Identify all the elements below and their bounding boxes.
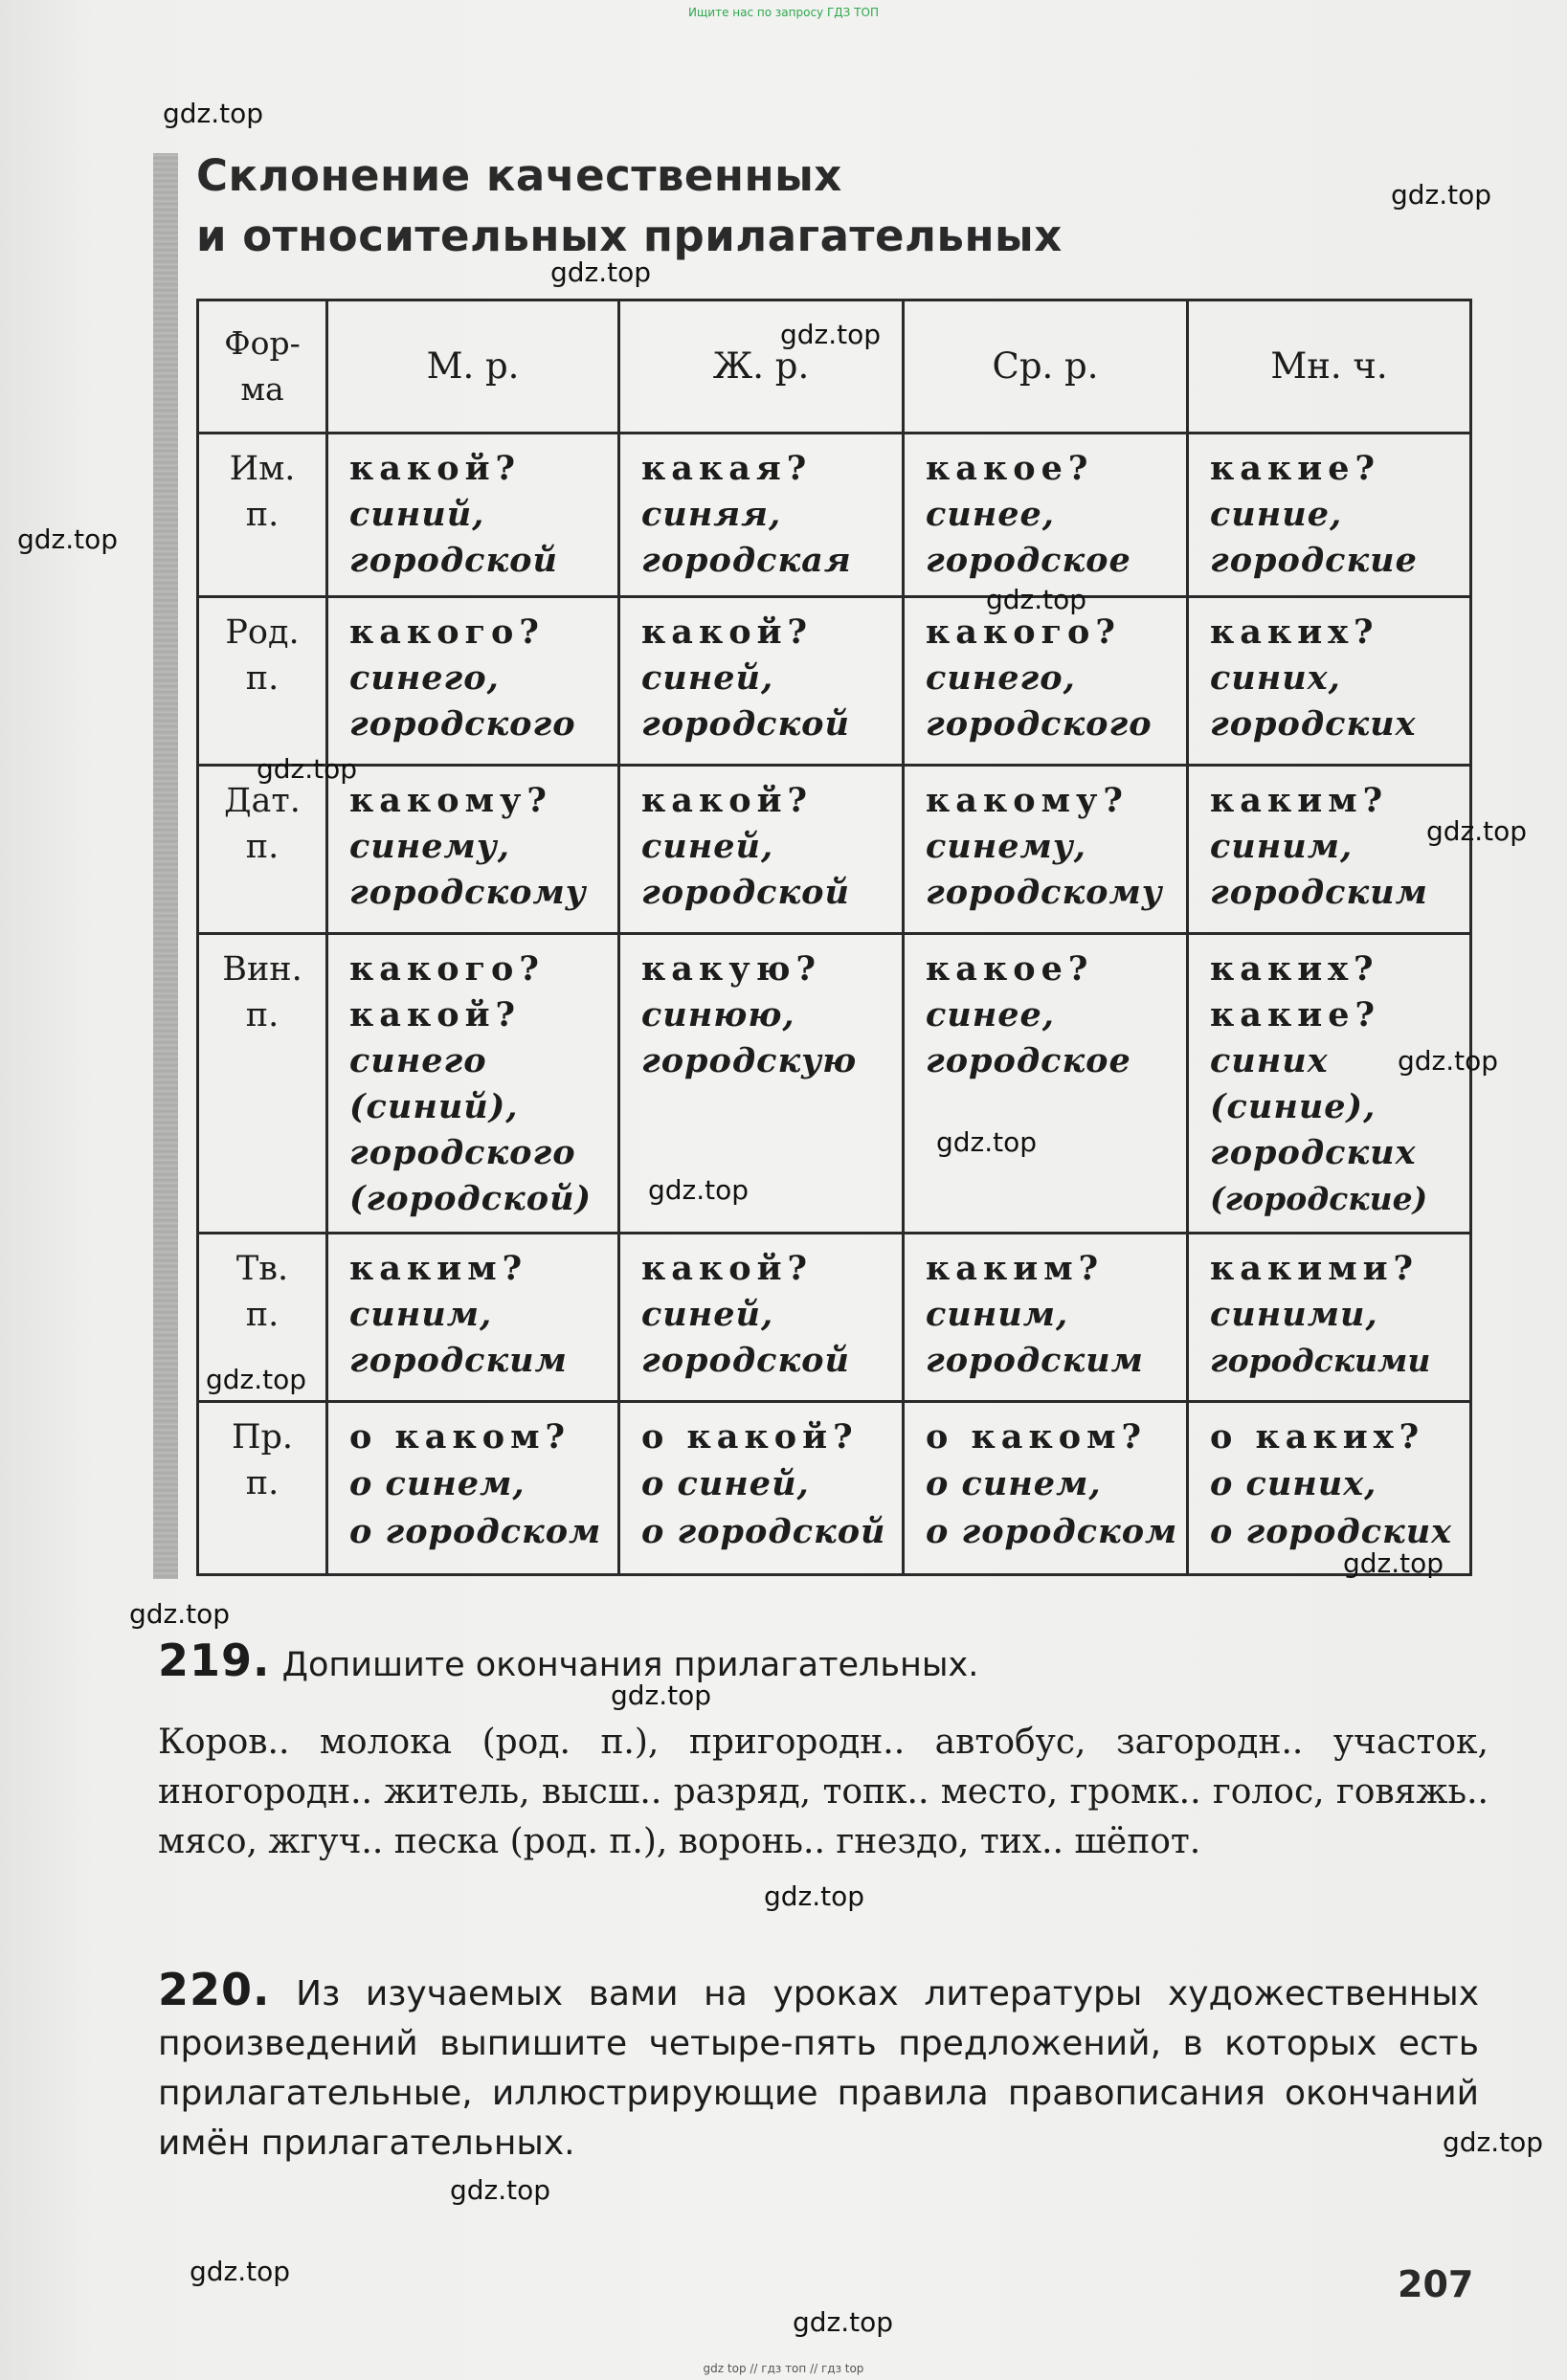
watermark: gdz.top: [1426, 815, 1528, 847]
watermark: gdz.top: [986, 584, 1087, 615]
masculine-cell: [328, 598, 617, 747]
case-abbr: п.: [245, 996, 280, 1035]
exercise-220: [158, 1965, 1479, 2169]
watermark: gdz.top: [764, 1880, 865, 1912]
example-word: синей,: [641, 827, 774, 867]
case-cell: [199, 1234, 325, 1338]
question-word: каким?: [1210, 781, 1389, 821]
example-word: синих,: [1210, 658, 1341, 699]
feminine-cell: [620, 1234, 902, 1384]
watermark: gdz.top: [936, 1126, 1038, 1158]
example-word: городские: [1210, 540, 1418, 580]
question-word: о какой?: [641, 1416, 859, 1457]
page-number: 207: [1398, 2263, 1474, 2305]
heading-line-1: Склонение качественных: [196, 150, 842, 201]
example-word: городским: [349, 1340, 568, 1380]
example-word: синим,: [926, 1294, 1069, 1334]
exercise-220-text: Из изучаемых вами на уроках литературы художественных произведений выпишите четыре-пять предложений, в которых есть прилагательные, иллюстрирующие правила правописания окончаний имён прилагательных.: [158, 1974, 1479, 2163]
question-word: какой?: [641, 781, 814, 821]
plural-cell: [1189, 1403, 1469, 1556]
neuter-cell: [905, 935, 1186, 1084]
example-word: (синий),: [349, 1087, 519, 1127]
example-word: о синих,: [1210, 1463, 1377, 1503]
example-word: городской: [641, 704, 850, 745]
neuter-cell: [905, 767, 1186, 916]
table-row: [198, 433, 1471, 596]
question-word: о каких?: [1210, 1416, 1425, 1457]
example-word: синяя,: [641, 494, 782, 534]
top-search-link[interactable]: Ищите нас по запросу ГДЗ ТОП: [688, 6, 879, 19]
example-word: городским: [1210, 873, 1428, 913]
example-word: синих: [1210, 1041, 1329, 1081]
header-form: [198, 300, 327, 434]
question-word: какую?: [641, 949, 822, 990]
neuter-cell: [905, 1403, 1186, 1556]
question-word: какими?: [1210, 1248, 1420, 1288]
question-word: каких?: [1210, 612, 1379, 653]
example-word: (синие),: [1210, 1087, 1377, 1127]
plural-cell: [1189, 434, 1469, 584]
question-word: какому?: [349, 781, 552, 821]
question-word: какие?: [1210, 448, 1380, 488]
example-word: синему,: [926, 827, 1086, 867]
masculine-cell: [328, 1234, 617, 1384]
watermark: gdz.top: [17, 523, 119, 555]
question-word: каким?: [926, 1248, 1105, 1288]
feminine-cell: [620, 434, 902, 584]
watermark: gdz.top: [163, 98, 264, 129]
example-word: городскую: [641, 1041, 858, 1081]
plural-cell: [1189, 598, 1469, 747]
question-word: каким?: [349, 1248, 528, 1288]
case-name: Пр.: [231, 1417, 294, 1457]
watermark: gdz.top: [450, 2174, 551, 2206]
example-word: о городском: [349, 1511, 602, 1551]
example-word: городским: [926, 1340, 1144, 1380]
exercise-219-number: 219.: [158, 1635, 271, 1686]
example-word: о городском: [926, 1511, 1178, 1551]
example-word: синему,: [349, 827, 510, 867]
example-word: (городские): [1210, 1180, 1428, 1218]
case-cell: [199, 598, 325, 701]
example-word: городского: [349, 704, 576, 745]
table-row: [198, 597, 1471, 766]
example-word: о синей,: [641, 1463, 810, 1503]
example-word: городскому: [349, 873, 587, 913]
example-word: о городских: [1210, 1511, 1453, 1551]
feminine-cell: [620, 1403, 902, 1556]
example-word: синего,: [926, 658, 1076, 699]
example-word: о синем,: [349, 1463, 526, 1503]
masculine-cell: [328, 767, 617, 916]
example-word: городская: [641, 540, 852, 580]
case-cell: [199, 935, 325, 1038]
header-masculine: М. р.: [327, 300, 619, 434]
exercise-219-header: [158, 1635, 1479, 1691]
watermark: gdz.top: [550, 256, 652, 288]
example-word: городской: [641, 1340, 850, 1380]
header-neuter: Ср. р.: [904, 300, 1188, 434]
feminine-cell: [620, 935, 902, 1084]
example-word: городского: [926, 704, 1153, 745]
case-abbr: п.: [245, 828, 280, 867]
neuter-cell: [905, 434, 1186, 584]
example-word: синим,: [1210, 827, 1354, 867]
question-word: о каком?: [349, 1416, 571, 1457]
case-abbr: п.: [245, 495, 280, 534]
heading-line-2: и относительных прилагательных: [196, 211, 1063, 261]
watermark: gdz.top: [793, 2306, 894, 2338]
feminine-cell: [620, 767, 902, 916]
example-word: синего,: [349, 658, 500, 699]
question-word: какому?: [926, 781, 1129, 821]
case-name: Тв.: [235, 1249, 289, 1288]
example-word: синей,: [641, 1294, 774, 1334]
table-row: [198, 934, 1471, 1233]
feminine-cell: [620, 598, 902, 747]
header-plural: Мн. ч.: [1188, 300, 1471, 434]
example-word: городских: [1210, 1133, 1417, 1173]
example-word: городских: [1210, 704, 1417, 745]
case-name: Вин.: [222, 950, 302, 990]
example-word: городской: [349, 540, 558, 580]
table-row: [198, 766, 1471, 934]
question-word: какое?: [926, 949, 1094, 990]
masculine-cell: [328, 935, 617, 1222]
watermark: gdz.top: [648, 1174, 750, 1206]
question-word: какой?: [349, 448, 522, 488]
case-name: Дат.: [224, 782, 301, 821]
question-word: какие?: [1210, 995, 1380, 1035]
case-abbr: п.: [245, 1463, 280, 1502]
question-word: какого?: [926, 612, 1121, 653]
example-word: о городской: [641, 1511, 886, 1551]
example-word: синим,: [349, 1294, 493, 1334]
watermark: gdz.top: [1398, 1045, 1499, 1077]
question-word: какого?: [349, 949, 545, 990]
header-feminine: Ж. р.: [619, 300, 904, 434]
example-word: синие,: [1210, 494, 1343, 534]
example-word: городское: [926, 1041, 1131, 1081]
example-word: синее,: [926, 995, 1055, 1035]
example-word: синее,: [926, 494, 1055, 534]
case-cell: [199, 1403, 325, 1506]
watermark: gdz.top: [611, 1679, 712, 1711]
example-word: синюю,: [641, 995, 795, 1035]
question-word: каких?: [1210, 949, 1379, 990]
example-word: городскому: [926, 873, 1163, 913]
neuter-cell: [905, 1234, 1186, 1384]
example-word: городское: [926, 540, 1131, 580]
example-word: (городской): [349, 1179, 593, 1219]
plural-cell: [1189, 935, 1469, 1222]
question-word: о каком?: [926, 1416, 1148, 1457]
header-form-line-1: Фор-: [224, 323, 301, 362]
question-word: какая?: [641, 448, 813, 488]
exercise-219-task: Допишите окончания прилагательных.: [281, 1646, 979, 1684]
section-heading: [196, 145, 1153, 266]
case-name: Род.: [225, 613, 300, 653]
watermark: gdz.top: [1343, 1547, 1444, 1579]
watermark: gdz.top: [190, 2256, 291, 2287]
bottom-links[interactable]: gdz top // гдз топ // гдз top: [703, 2362, 864, 2375]
heading-side-bar: [153, 153, 178, 1579]
header-form-line-2: ма: [240, 369, 284, 408]
case-cell: [199, 434, 325, 538]
example-word: синего: [349, 1041, 487, 1081]
watermark: gdz.top: [129, 1598, 231, 1630]
watermark: gdz.top: [1391, 179, 1492, 211]
case-abbr: п.: [245, 1295, 280, 1334]
question-word: какое?: [926, 448, 1094, 488]
exercise-219-text: Коров.. молока (род. п.), пригородн.. автобус, загородн.. участок, иногородн.. житель, высш.. разряд, топк.. место, громк.. голос, говяжь.. мясо, жгуч.. песка (род. п.), воронь.. гнездо, тих.. шёпот.: [158, 1723, 1489, 1861]
question-word: какого?: [349, 612, 545, 653]
case-name: Им.: [229, 449, 296, 488]
neuter-cell: [905, 598, 1186, 747]
watermark: gdz.top: [1443, 2126, 1544, 2158]
example-word: синий,: [349, 494, 485, 534]
watermark: gdz.top: [780, 319, 882, 350]
declension-table: [196, 299, 1472, 1576]
masculine-cell: [328, 1403, 617, 1556]
question-word: какой?: [641, 612, 814, 653]
question-word: какой?: [641, 1248, 814, 1288]
watermark: gdz.top: [257, 753, 358, 785]
example-word: городской: [641, 873, 850, 913]
watermark: gdz.top: [206, 1364, 307, 1395]
table-row: [198, 1233, 1471, 1401]
case-abbr: п.: [245, 659, 280, 699]
plural-cell: [1189, 1234, 1469, 1384]
example-word: городского: [349, 1133, 576, 1173]
example-word: городскими: [1210, 1341, 1431, 1379]
question-word: какой?: [349, 995, 522, 1035]
example-word: о синем,: [926, 1463, 1102, 1503]
example-word: синими,: [1210, 1294, 1378, 1334]
table-row: [198, 1401, 1471, 1574]
exercise-220-number: 220.: [158, 1964, 271, 2015]
masculine-cell: [328, 434, 617, 584]
example-word: синей,: [641, 658, 774, 699]
